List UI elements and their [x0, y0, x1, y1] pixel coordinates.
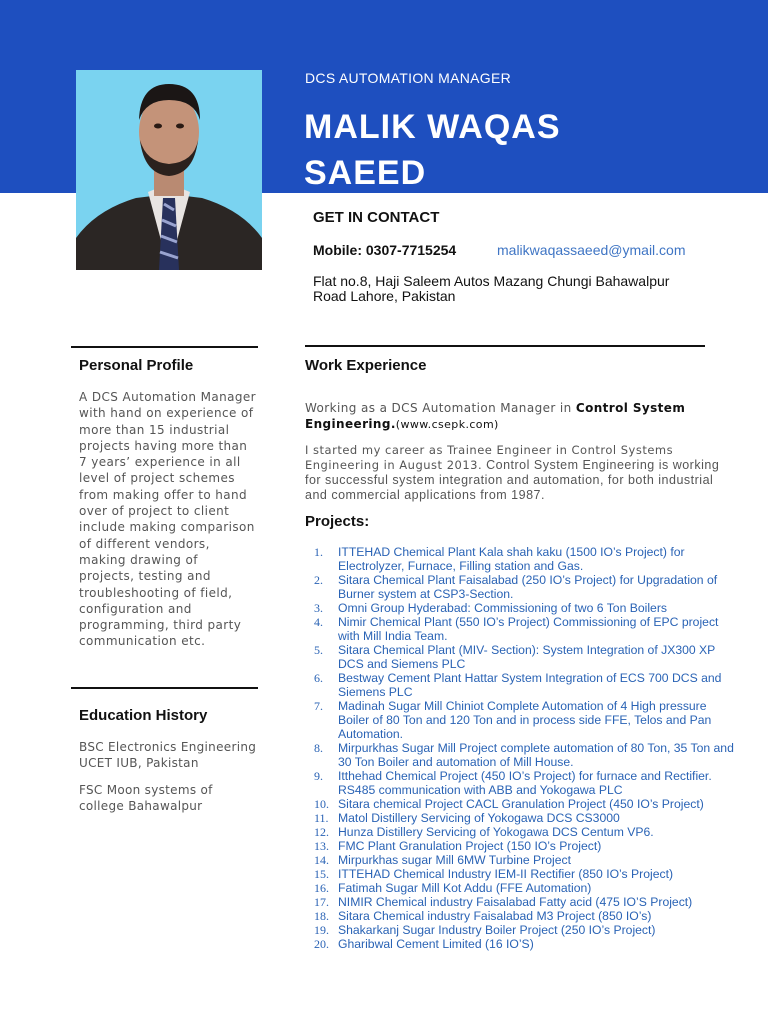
- education-institute: college Bahawalpur: [79, 799, 203, 813]
- project-number: 16.: [314, 881, 329, 895]
- company-website: (www.csepk.com): [395, 418, 499, 431]
- project-item: [308, 937, 738, 951]
- work-history: [305, 443, 725, 503]
- name-line-2: SAEED: [304, 154, 427, 192]
- work-role-text: Working as a DCS Automation Manager in: [305, 401, 576, 415]
- project-number: 4.: [314, 615, 323, 629]
- project-text: Madinah Sugar Mill Chiniot Complete Automation of 4 High pressure Boiler of 80 Ton and 120 Ton and in process side FFE, Telos and Pan Automation.: [338, 699, 712, 741]
- projects-heading: Projects:: [305, 513, 370, 530]
- project-text: FMC Plant Granulation Project (150 IO’s Project): [338, 839, 602, 853]
- project-text: Sitara Chemical industry Faisalabad M3 Project (850 IO’s): [338, 909, 652, 923]
- work-heading: Work Experience: [305, 357, 427, 374]
- project-number: 7.: [314, 699, 323, 713]
- project-item: [308, 615, 738, 643]
- project-number: 1.: [314, 545, 323, 559]
- project-item: [308, 699, 738, 741]
- project-number: 20.: [314, 937, 329, 951]
- project-number: 10.: [314, 797, 329, 811]
- project-number: 15.: [314, 867, 329, 881]
- project-text: Sitara chemical Project CACL Granulation Project (450 IO’s Project): [338, 797, 704, 811]
- project-number: 11.: [314, 811, 329, 825]
- project-text: Omni Group Hyderabad: Commissioning of two 6 Ton Boilers: [338, 601, 667, 615]
- project-item: [308, 825, 738, 839]
- projects-list: [308, 545, 738, 951]
- project-number: 5.: [314, 643, 323, 657]
- project-item: [308, 923, 738, 937]
- project-text: ITTEHAD Chemical Industry IEM-II Rectifier (850 IO’s Project): [338, 867, 674, 881]
- contact-heading: GET IN CONTACT: [313, 209, 440, 226]
- email-link[interactable]: malikwaqassaeed@ymail.com: [497, 242, 686, 258]
- project-number: 9.: [314, 769, 323, 783]
- education-section: [79, 707, 259, 724]
- project-item: [308, 867, 738, 881]
- project-number: 8.: [314, 741, 323, 755]
- education-degree: BSC Electronics Engineering: [79, 740, 257, 754]
- project-item: [308, 769, 738, 797]
- project-number: 13.: [314, 839, 329, 853]
- project-item: [308, 601, 738, 615]
- project-text: Matol Distillery Servicing of Yokogawa DCS CS3000: [338, 811, 620, 825]
- project-number: 3.: [314, 601, 323, 615]
- project-item: [308, 839, 738, 853]
- project-item: [308, 671, 738, 699]
- project-item: [308, 573, 738, 601]
- education-divider: [71, 687, 258, 689]
- project-text: Bestway Cement Plant Hattar System Integration of ECS 700 DCS and Siemens PLC: [338, 671, 722, 699]
- project-item: [308, 895, 738, 909]
- education-entry: [79, 782, 259, 814]
- project-item: [308, 853, 738, 867]
- candidate-name: [304, 104, 624, 196]
- name-line-1: MALIK WAQAS: [304, 108, 561, 146]
- project-item: [308, 741, 738, 769]
- project-text: Nimir Chemical Plant (550 IO’s Project) Commissioning of EPC project with Mill India Team.: [338, 615, 719, 643]
- project-item: [308, 909, 738, 923]
- project-text: Gharibwal Cement Limited (16 IO’S): [338, 937, 534, 951]
- project-text: Mirpurkhas Sugar Mill Project complete automation of 80 Ton, 35 Ton and 30 Ton Boiler and automation of Mill House.: [338, 741, 734, 769]
- project-item: [308, 545, 738, 573]
- project-number: 17.: [314, 895, 329, 909]
- profile-photo: [76, 70, 262, 270]
- project-number: 12.: [314, 825, 329, 839]
- company-description: Control System Engineering is working for successful system integration and automation, for both industrial and commercial applications from 1987.: [305, 458, 720, 502]
- project-text: Mirpurkhas sugar Mill 6MW Turbine Project: [338, 853, 571, 867]
- project-number: 19.: [314, 923, 329, 937]
- project-item: [308, 643, 738, 671]
- project-item: [308, 797, 738, 811]
- project-text: Sitara Chemical Plant (MIV- Section): System Integration of JX300 XP DCS and Siemens PLC: [338, 643, 716, 671]
- project-text: Shakarkanj Sugar Industry Boiler Project (250 IO’s Project): [338, 923, 656, 937]
- project-text: Itthehad Chemical Project (450 IO’s Project) for furnace and Rectifier. RS485 communication with ABB and Yokogawa PLC: [338, 769, 712, 797]
- project-number: 6.: [314, 671, 323, 685]
- profile-heading: Personal Profile: [79, 357, 194, 374]
- profile-divider: [71, 346, 258, 348]
- education-heading: Education History: [79, 707, 208, 724]
- project-text: ITTEHAD Chemical Plant Kala shah kaku (1500 IO’s Project) for Electrolyzer, Furnace, Filling station and Gas.: [338, 545, 685, 573]
- project-number: 18.: [314, 909, 329, 923]
- company-name: Control System Engineering.: [305, 401, 686, 431]
- project-item: [308, 811, 738, 825]
- project-number: 2.: [314, 573, 323, 587]
- profile-text: A DCS Automation Manager with hand on experience of more than 15 industrial projects having more than 7 years’ experience in all level of project schemes from making offer to hand over of project to client include making comparison of different vendors, making drawing of projects, testing and troubleshooting of field, configuration and programming, third party communication etc.: [79, 390, 256, 649]
- education-degree: FSC Moon systems of: [79, 783, 213, 797]
- project-item: [308, 881, 738, 895]
- job-title: DCS AUTOMATION MANAGER: [305, 70, 511, 86]
- address: Flat no.8, Haji Saleem Autos Mazang Chungi Bahawalpur Road Lahore, Pakistan: [313, 273, 670, 304]
- education-entry: [79, 739, 259, 771]
- project-text: Fatimah Sugar Mill Kot Addu (FFE Automation): [338, 881, 592, 895]
- project-text: Hunza Distillery Servicing of Yokogawa DCS Centum VP6.: [338, 825, 654, 839]
- profile-section: [79, 357, 259, 374]
- project-text: Sitara Chemical Plant Faisalabad (250 IO’s Project) for Upgradation of Burner system at CSP3-Section.: [338, 573, 718, 601]
- work-divider: [305, 345, 705, 347]
- education-institute: UCET IUB, Pakistan: [79, 756, 199, 770]
- project-text: NIMIR Chemical industry Faisalabad Fatty acid (475 IO’S Project): [338, 895, 693, 909]
- work-start-text: I started my career as Trainee Engineer in Control Systems Engineering in August 2013.: [305, 443, 674, 472]
- work-current-role: [305, 400, 725, 433]
- mobile-number: Mobile: 0307-7715254: [313, 242, 457, 258]
- project-number: 14.: [314, 853, 329, 867]
